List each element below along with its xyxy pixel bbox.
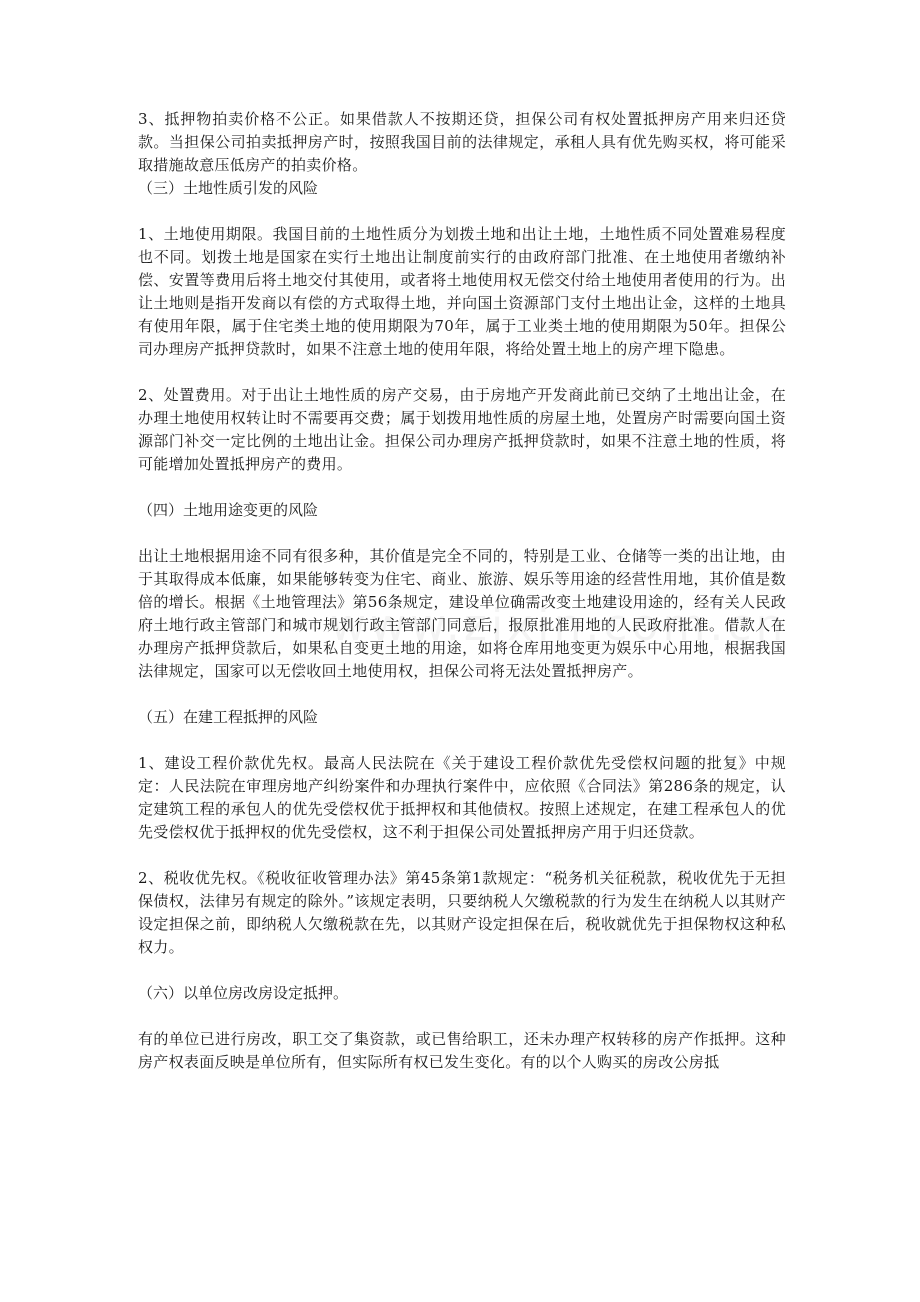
spacer <box>138 361 786 384</box>
paragraph-land-use-change: 出让土地根据用途不同有很多种，其价值是完全不同的，特别是工业、仓储等一类的出让地，由于其取得成本低廉，如果能够转变为住宅、商业、旅游、娱乐等用途的经营性用地，其价值是数倍的增长。根据《土地管理法》第56条规定，建设单位确需改变土地建设用途的，经有关人民政府土地行政主管部门和城市规划行政主管部门同意后，报原批准用地的人民政府批准。借款人在办理房产抵押贷款后，如果私自变更土地的用途，如将仓库用地变更为娱乐中心用地，根据我国法律规定，国家可以无偿收回土地使用权，担保公司将无法处置抵押房产。 <box>138 547 786 680</box>
spacer <box>138 683 786 706</box>
section-heading-unit-housing: （六）以单位房改房设定抵押。 <box>138 984 349 1002</box>
paragraph-construction-priority: 1、建设工程价款优先权。最高人民法院在《关于建设工程价款优先受偿权问题的批复》中规定：人民法院在审理房地产纠纷案件和办理执行案件中，应依照《合同法》第286条的规定，认定建筑工程的承包人的优先受偿权优于抵押权和其他债权。按照上述规定，在建工程承包人的优先受偿权优于抵押权的优先受偿权，这不利于担保公司处置抵押房产用于归还贷款。 <box>138 754 786 841</box>
paragraph-disposal-cost: 2、处置费用。对于出让土地性质的房产交易，由于房地产开发商此前已交纳了土地出让金，在办理土地使用权转让时不需要再交费；属于划拨用地性质的房屋土地，处置房产时需要向国土资源部门补交一定比例的土地出让金。担保公司办理房产抵押贷款时，如果不注意土地的性质，将可能增加处置抵押房产的费用。 <box>138 386 786 473</box>
paragraph-land-use-term: 1、土地使用期限。我国目前的土地性质分为划拨土地和出让土地，土地性质不同处置难易程度也不同。划拨土地是国家在实行土地出让制度前实行的由政府部门批准、在土地使用者缴纳补偿、安置等费用后将土地交付其使用，或者将土地使用权无偿交付给土地使用者使用的行为。出让土地则是指开发商以有偿的方式取得土地，并向国土资源部门支付土地出让金，这样的土地具有使用年限，属于住宅类土地的使用期限为70年，属于工业类土地的使用期限为50年。担保公司办理房产抵押贷款时，如果不注意土地的使用年限，将给处置土地上的房产埋下隐患。 <box>138 225 786 358</box>
paragraph-unit-housing: 有的单位已进行房改，职工交了集资款，或已售给职工，还未办理产权转移的房产作抵押。这种房产权表面反映是单位所有，但实际所有权已发生变化。有的以个人购买的房改公房抵 <box>138 1030 786 1071</box>
spacer <box>138 476 786 499</box>
spacer <box>138 959 786 982</box>
document-body <box>138 108 786 1074</box>
section-heading-land-nature: （三）土地性质引发的风险 <box>138 179 319 197</box>
section-heading-land-use-change: （四）土地用途变更的风险 <box>138 501 319 519</box>
spacer <box>138 522 786 545</box>
paragraph-tax-priority: 2、税收优先权。《税收征收管理办法》第45条第1款规定：“税务机关征税款，税收优先于无担保债权，法律另有规定的除外。”该规定表明，只要纳税人欠缴税款的行为发生在纳税人以其财产设定担保之前，即纳税人欠缴税款在先，以其财产设定担保在后，税收就优先于担保物权这种私权力。 <box>138 869 786 956</box>
section-heading-construction-mortgage: （五）在建工程抵押的风险 <box>138 708 319 726</box>
spacer <box>138 1005 786 1028</box>
paragraph-auction-price: 3、抵押物拍卖价格不公正。如果借款人不按期还贷，担保公司有权处置抵押房产用来归还贷款。当担保公司拍卖抵押房产时，按照我国目前的法律规定，承租人具有优先购买权，将可能采取措施故意压低房产的拍卖价格。 <box>138 110 786 174</box>
spacer <box>138 200 786 223</box>
spacer <box>138 729 786 752</box>
spacer <box>138 844 786 867</box>
